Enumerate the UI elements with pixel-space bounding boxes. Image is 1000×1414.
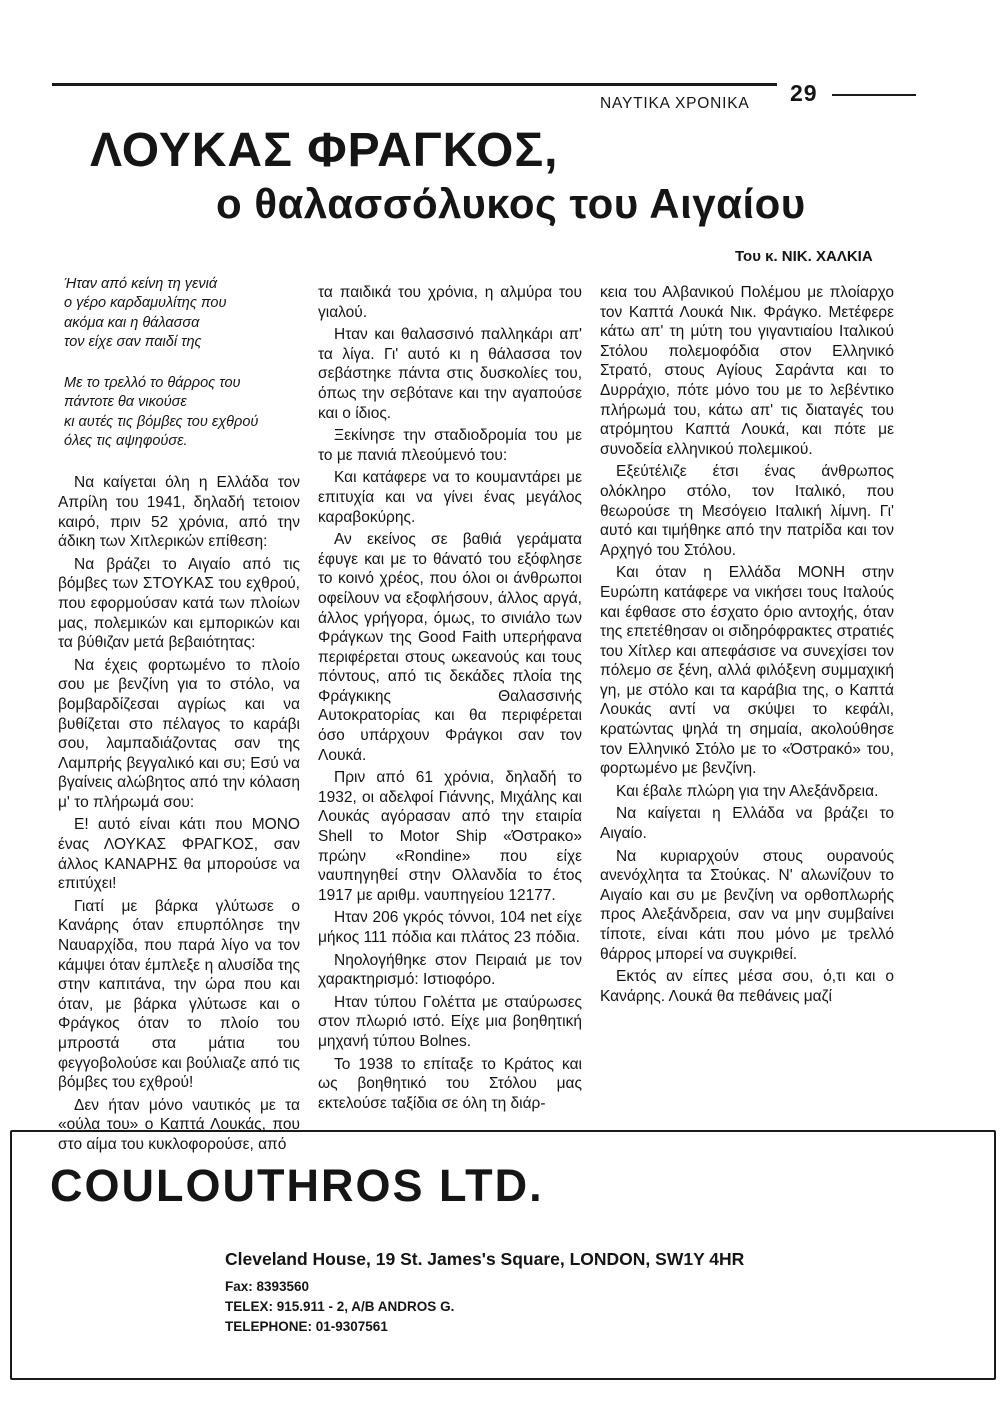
poem-line: Με το τρελλό το θάρρος του <box>64 375 241 392</box>
article-title-line2: ο θαλασσόλυκος του Αιγαίου <box>216 180 806 227</box>
paragraph: Να καίγεται όλη η Ελλάδα τον Απρίλη του 1941, δηλαδή τετοιον καιρό, πριν 52 χρόνια, από την άδικη των Χιτλερικών επίθεση: <box>58 474 300 551</box>
paragraph: Εξεύτέλιζε έτσι ένας άνθρωπος ολόκληρο στόλο, τον Ιταλικό, που θεωρούσε τη Μεσόγειο Ιταλική λίμνη. Γι' αυτό και τιμήθηκε από την πατρίδα και τον Αρχηγό του Στόλου. <box>600 463 894 559</box>
paragraph: Να έχεις φορτωμένο το πλοίο σου με βενζίνη για το στόλο, να βομβαρδίζεσαι αγρίως και να βυθίζεται στο πέλαγος το καράβι σου, λαμπαδιάζοντας σαν της Λαμπρής βεγγαλικό και συ; Εσύ να βγαίνεις αλώβητος από την κόλαση μ' το πλήρωμά σου: <box>58 656 300 811</box>
paragraph: Και κατάφερε να το κουμαντάρει με επιτυχία και να γίνει ένας μεγάλος καραβοκύρης. <box>318 469 582 526</box>
poem-line: τον είχε σαν παιδί της <box>64 333 202 350</box>
paragraph: Νηολογήθηκε στον Πειραιά με τον χαρακτηρισμό: Ιστιοφόρο. <box>318 951 582 989</box>
ad-company-name: COULOUTHROS LTD. <box>50 1160 544 1211</box>
article-byline: Του κ. ΝΙΚ. ΧΑΛΚΙΑ <box>735 248 873 265</box>
paragraph-continued: κεια του Αλβανικού Πολέμου με πλοίαρχο τον Καπτά Λουκά Νικ. Φράγκο. Μετέφερε κάτω απ' τη μύτη του γιγαντιαίου Ιταλικού Στόλου πολεμοφόδια στον Ελληνικό Στρατό, στους Αγίους Σαράντα και το Δυρράχιο, πότε μόνο του με το λεβέντικο πλήρωμά του, κάτω απ' τις διαταγές του ατρόμητου Καπτά Λουκά, και πότε με συνοδεία ελληνικού πολεμικού. <box>600 284 894 458</box>
ad-address: Cleveland House, 19 St. James's Square, LONDON, SW1Y 4HR <box>225 1249 745 1269</box>
poem-line: κι αυτές τις βόμβες του εχθρού <box>64 413 259 430</box>
article-column-3 <box>600 283 894 1009</box>
ad-telex: TELEX: 915.911 - 2, A/B ANDROS G. <box>225 1299 455 1314</box>
paragraph: Πριν από 61 χρόνια, δηλαδή το 1932, οι αδελφοί Γιάννης, Μιχάλης και Λουκάς αγόρασαν από την εταιρία Shell το Motor Ship «Όστρακο» πρώην «Rondine» που είχε ναυπηγηθεί στην Ολλανδία το έτος 1917 με αριθμ. ναυπηγείου 12177. <box>318 769 582 904</box>
poem-line: ο γέρο καρδαμυλίτης που <box>64 295 227 312</box>
poem-stanza-1 <box>64 275 300 352</box>
paragraph: Δεν ήταν μόνο ναυτικός με τα «ούλα του» ο Καπτά Λουκάς, που στο αίμα του κυκλοφορούσε, από <box>58 1096 300 1153</box>
paragraph: Να κυριαρχούν στους ουρανούς ανενόχλητα τα Στούκας. Ν' αλωνίζουν το Αιγαίο και συ με βενζίνη να ορθοπλωρής προς Αλεξάνδρεια, σαν να μην συμβαίνει τίποτε, είναι κάτι που μόνο με τρελλό θάρρος μπορεί να συγκριθεί. <box>600 847 894 963</box>
paragraph: Ηταν 206 γκρός τόννοι, 104 net είχε μήκος 111 πόδια και πλάτος 23 πόδια. <box>318 909 582 946</box>
paragraph: Να βράζει το Αιγαίο από τις βόμβες των ΣΤΟΥΚΑΣ του εχθρού, που εφορμούσαν κατά των πλοίων μας, πολεμικών και εμπορικών και τα βύθιζαν μετά βεβαιότητας: <box>58 555 300 652</box>
paragraph: Γιατί με βάρκα γλύτωσε ο Κανάρης όταν επυρπόλησε την Ναυαρχίδα, που παρά λίγο να τον κάμψει όταν έμπλεξε η αλυσίδα της στην καπιτάνα, την ώρα που και όταν, με βάρκα γλύτωσε και ο Φράγκος όταν το πλοίο του μπροστά στα μάτια του φεγγοβολούσε και βούλιαζε από τις βόμβες του εχθρού! <box>58 897 300 1092</box>
magazine-name: ΝΑΥΤΙΚΑ ΧΡΟΝΙΚΑ <box>600 95 750 112</box>
article-title-line1: ΛΟΥΚΑΣ ΦΡΑΓΚΟΣ, <box>90 124 559 177</box>
paragraph: Ε! αυτό είναι κάτι που ΜΟΝΟ ένας ΛΟΥΚΑΣ ΦΡΑΓΚΟΣ, σαν άλλος ΚΑΝΑΡΗΣ θα μπορούσε να επιτύχει! <box>58 816 300 893</box>
poem-line: πάντοτε θα νικούσε <box>64 394 187 411</box>
paragraph: Εκτός αν είπες μέσα σου, ό,τι και ο Κανάρης. Λουκά θα πεθάνεις μαζί <box>600 968 894 1005</box>
paragraph: Και όταν η Ελλάδα ΜΟΝΗ στην Ευρώπη κατάφερε να νικήσει τους Ιταλούς και έφθασε στο έσχατο όριο αντοχής, όταν της επετέθησαν οι σιδηρόφρακτες στρατιές του Χίτλερ και απεφάσισε να συνεχίσει τον πόλεμο σε ξένη, αλλά φιλόξενη συμμαχική γη, με στόλο και τα καράβια της, ο Καπτά Λουκάς αντί να σκύψει το κεφάλι, κρατώντας ψηλά τη σημαία, ακολούθησε τον Ελληνικό Στόλο με το «Όστρακό» του, φορτωμένο με βενζίνη. <box>600 564 894 778</box>
paragraph: Και έβαλε πλώρη για την Αλεξάνδρεια. <box>616 782 879 800</box>
ad-fax: Fax: 8393560 <box>225 1279 310 1294</box>
paragraph: Να καίγεται η Ελλάδα να βράζει το Αιγαίο. <box>600 805 894 843</box>
header-rule-left <box>52 83 777 86</box>
page-number: 29 <box>790 80 818 106</box>
article-column-2 <box>318 283 582 1116</box>
poem-line: ακόμα και η θάλασσα <box>64 314 200 331</box>
paragraph: Το 1938 το επίταξε το Κράτος και ως βοηθητικό του Στόλου μας εκτελούσε ταξίδια σε όλη τη διάρ- <box>318 1055 582 1112</box>
poem-stanza-2 <box>64 374 300 451</box>
paragraph: Ηταν και θαλασσινό παλληκάρι απ' τα λίγα. Γι' αυτό κι η θάλασσα τον σεβάστηκε πάντα στις δυσκολίες του, όπως την σεβότανε και την αγαπούσε και ο ίδιος. <box>318 326 582 422</box>
paragraph: Ηταν τύπου Γολέττα με σταύρωσες στον πλωριό ιστό. Είχε μια βοηθητική μηχανή τύπου Bolnes. <box>318 993 582 1050</box>
paragraph-continued: τα παιδικά του χρόνια, η αλμύρα του γιαλού. <box>318 284 582 321</box>
poem-line: όλες τις αψηφούσε. <box>64 433 188 450</box>
paragraph: Ξεκίνησε την σταδιοδρομία του με το με πανιά πλεούμενό του: <box>318 427 582 464</box>
ad-telephone: TELEPHONE: 01-9307561 <box>225 1319 388 1334</box>
header-rule-right <box>832 94 916 96</box>
poem-line: Ήταν από κείνη τη γενιά <box>64 276 218 292</box>
advertisement-box <box>10 1130 996 1380</box>
paragraph: Αν εκείνος σε βαθιά γεράματα έφυγε και με το θάνατό του εξόφλησε το κοινό χρέος, που όλοι οι άνθρωποι οφείλουν να εξοφλήσουν, άλλος αργά, άλλος γρήγορα, όμως, το σινιάλο των Φράγκων της Good Faith υπερήφανα περιφέρεται στους ωκεανούς και τους πόντους, από τις δεκάδες πλοία της Φράγκικης Θαλασσινής Αυτοκρατορίας και θα περιφέρεται όσο υπάρχουν Φράγκοι σαν τον Λουκά. <box>318 531 582 764</box>
article-column-1 <box>58 275 300 1158</box>
